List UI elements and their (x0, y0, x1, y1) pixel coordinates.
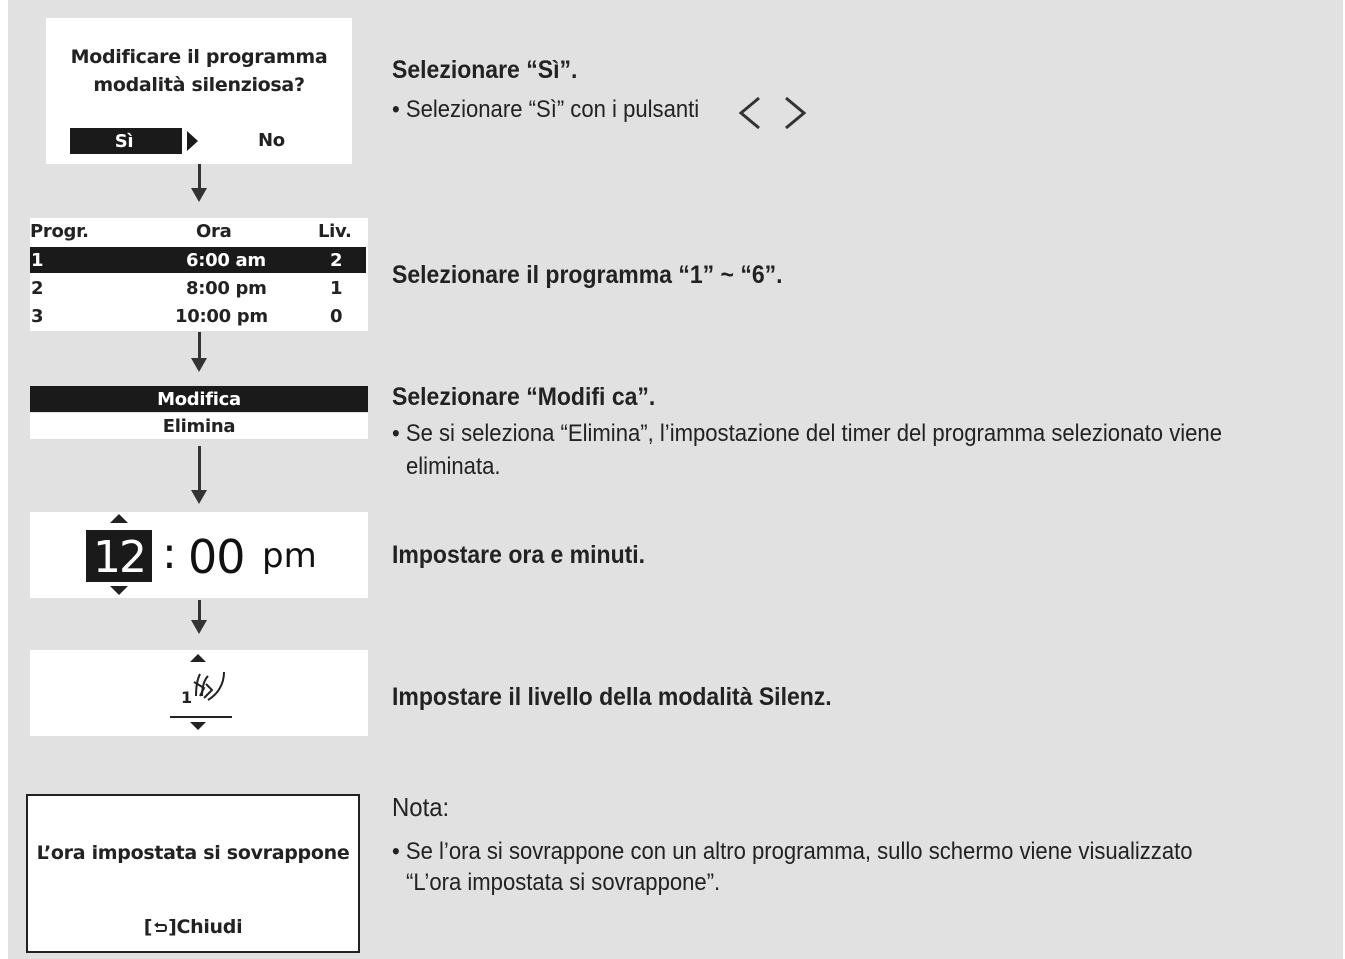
arrow-down-icon (198, 164, 201, 190)
fan-level-icon (190, 666, 230, 708)
close-button[interactable] (28, 916, 358, 939)
confirm-question-line1: Modificare il programma (70, 46, 328, 68)
row-level: 1 (330, 278, 343, 299)
program-list-header (30, 218, 366, 244)
hour-field[interactable] (86, 530, 152, 582)
confirm-screen (46, 18, 352, 164)
step2-title: Selezionare il programma “1” ~ “6”. (392, 261, 783, 289)
level-set-screen (30, 650, 368, 736)
row-time: 6:00 am (186, 250, 266, 271)
note-bullet-line1: • Se l’ora si sovrappone con un altro programma, sullo schermo viene visualizzato (392, 838, 1193, 865)
triangle-down-icon[interactable] (110, 586, 128, 595)
edit-option[interactable] (30, 386, 368, 412)
triangle-up-icon[interactable] (190, 654, 206, 662)
yes-label: Sì (114, 131, 134, 152)
hour-value: 12 (93, 532, 145, 583)
arrow-down-icon (191, 620, 207, 634)
minutes-value[interactable]: 00 (188, 530, 245, 584)
row-prog: 2 (31, 278, 44, 299)
step1-bullet: • Selezionare “Sì” con i pulsanti (392, 96, 700, 123)
step4-title: Impostare ora e minuti. (392, 541, 646, 569)
confirm-question-line2: modalità silenziosa? (93, 74, 305, 96)
no-option[interactable]: No (258, 130, 285, 151)
step3-title: Selezionare “Modifi ca”. (392, 383, 656, 411)
step3-bullet-line2: eliminata. (406, 453, 501, 480)
note-bullet-line2: “L’ora impostata si sovrappone”. (406, 869, 721, 896)
chevron-right-icon (782, 96, 808, 130)
edit-label: Modifica (157, 389, 241, 410)
arrow-down-icon (191, 358, 207, 372)
step3-bullet-line1: • Se si seleziona “Elimina”, l’impostazione del timer del programma selezionato viene (392, 420, 1222, 447)
triangle-down-icon[interactable] (190, 722, 206, 730)
overlap-message: L’ora impostata si sovrappone (36, 842, 350, 864)
return-icon (153, 917, 167, 939)
level-value: 1 (181, 688, 192, 707)
header-level: Liv. (318, 221, 352, 242)
arrow-down-icon (198, 600, 201, 622)
ampm-value: pm (262, 536, 317, 576)
program-row[interactable] (30, 303, 366, 329)
manual-page (8, 0, 1343, 959)
row-prog: 1 (31, 250, 44, 271)
step1-title: Selezionare “Sì”. (392, 56, 578, 84)
program-row[interactable] (30, 275, 366, 301)
step5-title: Impostare il livello della modalità Silenz. (392, 683, 832, 711)
close-bracket-close: ] (168, 916, 177, 938)
row-time: 8:00 pm (186, 278, 267, 299)
close-label: Chiudi (176, 916, 243, 938)
close-bracket-open: [ (143, 916, 153, 938)
delete-option[interactable] (30, 413, 368, 439)
yes-option[interactable] (70, 128, 182, 154)
triangle-up-icon[interactable] (110, 514, 128, 523)
header-time: Ora (196, 221, 232, 242)
delete-label: Elimina (162, 416, 236, 437)
time-set-screen (30, 512, 368, 598)
row-level: 0 (330, 306, 343, 327)
level-divider (170, 716, 232, 718)
time-separator: : (162, 528, 177, 579)
arrow-down-icon (191, 490, 207, 504)
header-prog: Progr. (30, 221, 89, 242)
step1-bullet-row (392, 96, 726, 124)
row-prog: 3 (31, 306, 44, 327)
arrow-down-icon (191, 188, 207, 202)
row-level: 2 (330, 250, 343, 271)
program-list-screen (30, 218, 368, 331)
caret-right-icon (187, 131, 198, 151)
arrow-down-icon (198, 332, 201, 360)
overlap-warning-screen (26, 794, 360, 953)
note-title: Nota: (392, 792, 450, 822)
chevron-left-icon (737, 96, 763, 130)
row-time: 10:00 pm (175, 306, 268, 327)
arrow-down-icon (198, 446, 201, 492)
program-row-selected[interactable] (30, 247, 366, 273)
